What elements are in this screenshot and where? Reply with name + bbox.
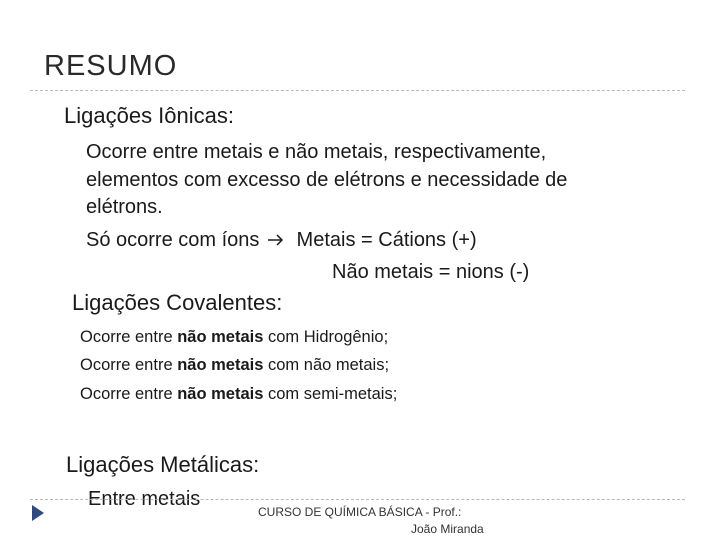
covalent-item-prefix: Ocorre entre — [80, 328, 178, 346]
metallic-line-1: Entre metais — [84, 487, 204, 511]
metallic-heading: Ligações Metálicas: — [66, 452, 260, 477]
slide-title: RESUMO — [44, 50, 178, 82]
covalent-item-bold: não metais — [177, 328, 264, 346]
ionic-line-1: Ocorre entre metais e não metais, respectivamente, — [86, 141, 547, 163]
covalent-item-prefix: Ocorre entre — [80, 356, 178, 374]
covalent-item-bold: não metais — [177, 385, 264, 403]
covalent-item-suffix: com não metais; — [263, 356, 390, 374]
covalent-item — [80, 385, 397, 404]
ionic-ions-line — [86, 228, 477, 252]
ionic-line-2: elementos com excesso de elétrons e necessidade de — [86, 169, 568, 191]
ions-cations: Metais = Cátions (+) — [296, 229, 477, 251]
covalent-item — [80, 328, 388, 347]
covalent-item-suffix: com semi-metais; — [263, 385, 398, 403]
title-divider — [30, 90, 685, 91]
covalent-item — [80, 356, 389, 375]
covalent-item-prefix: Ocorre entre — [80, 385, 178, 403]
ionic-line-3: elétrons. — [86, 196, 163, 218]
ionic-heading: Ligações Iônicas: — [64, 103, 234, 128]
triangle-right-icon — [31, 504, 45, 522]
covalent-heading: Ligações Covalentes: — [72, 290, 283, 315]
footer-divider — [30, 499, 685, 500]
footer-line-2: João Miranda — [411, 522, 484, 536]
ions-anions: Não metais = nions (-) — [332, 261, 530, 283]
footer-line-1: CURSO DE QUÍMICA BÁSICA - Prof.: — [258, 505, 462, 519]
covalent-item-bold: não metais — [177, 356, 264, 374]
arrow-right-icon — [267, 233, 285, 247]
covalent-item-suffix: com Hidrogênio; — [263, 328, 389, 346]
ions-prefix: Só ocorre com íons — [86, 229, 260, 251]
